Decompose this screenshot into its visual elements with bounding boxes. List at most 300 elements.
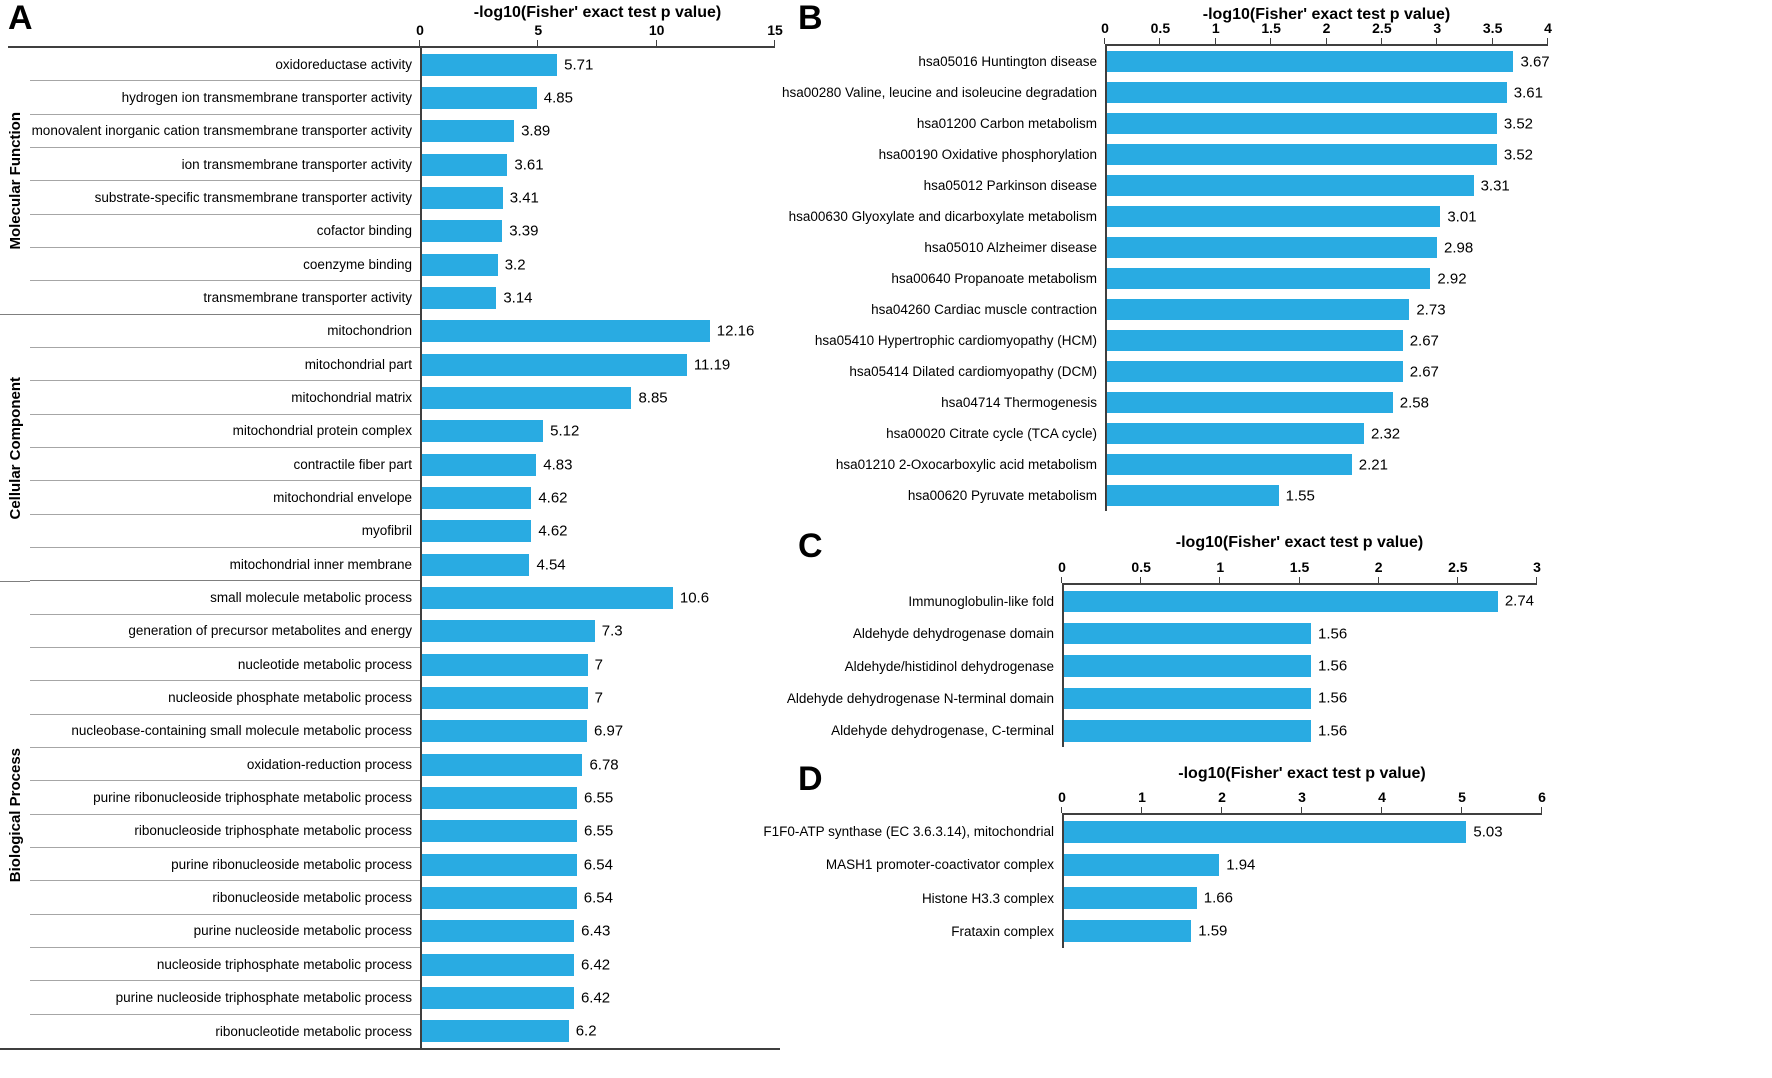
bar-zone (1105, 294, 1772, 325)
category-label (30, 515, 420, 548)
category-label-text: MASH1 promoter-coactivator complex (825, 857, 1054, 873)
x-tick-mark (1219, 577, 1220, 583)
x-tick-label: 2 (1374, 559, 1383, 575)
bar-plot-area (422, 148, 777, 181)
x-tick-label: 2 (1218, 789, 1226, 805)
bar-row (30, 81, 780, 114)
value-label: 3.31 (1480, 177, 1510, 194)
value-label: 1.59 (1198, 922, 1228, 940)
value-label: 2.67 (1409, 332, 1439, 349)
category-label (30, 248, 420, 281)
bar (422, 87, 537, 109)
category-label (763, 815, 1062, 848)
category-label (30, 181, 420, 214)
bar-zone (1105, 263, 1772, 294)
x-tick-mark (1159, 38, 1160, 44)
x-tick-mark (1381, 807, 1382, 813)
bar (1064, 688, 1311, 709)
bar (1107, 113, 1497, 133)
x-tick-label: 15 (767, 22, 783, 38)
x-tick-mark (1301, 807, 1302, 813)
bar-zone (1062, 815, 1772, 848)
category-label (30, 815, 420, 848)
x-tick-mark (537, 40, 538, 46)
category-label-text: Frataxin complex (951, 923, 1054, 939)
value-label: 3.61 (514, 156, 544, 174)
x-tick-label: 0 (416, 22, 424, 38)
bar-rows (782, 46, 1772, 511)
bar-plot-area (1107, 139, 1550, 170)
x-tick-mark (1270, 38, 1271, 44)
bar-zone (1105, 170, 1772, 201)
value-label: 8.85 (638, 389, 668, 407)
category-label (30, 1015, 420, 1048)
chart-title: -log10(Fisher' exact test p value) (1178, 765, 1426, 782)
category-label (786, 682, 1062, 714)
bar (1064, 623, 1311, 644)
x-tick-label: 5 (1458, 789, 1466, 805)
bar (1064, 920, 1191, 942)
value-label: 6.54 (583, 856, 613, 874)
value-label: 3.52 (1503, 115, 1534, 132)
bar-plot-area (1107, 201, 1550, 232)
bar-rows (763, 815, 1772, 948)
bar (422, 820, 577, 842)
x-tick-label: 1 (1216, 559, 1225, 575)
bar-row (30, 348, 780, 381)
bar (1107, 299, 1409, 319)
bar (422, 120, 514, 142)
category-label-text: transmembrane transporter activity (203, 289, 412, 305)
bar-row (790, 387, 1772, 418)
value-label: 10.6 (679, 589, 710, 607)
x-tick-label: 0 (1058, 559, 1066, 575)
category-label-text: mitochondrial part (304, 356, 412, 372)
bar-plot-area (1064, 682, 1539, 714)
category-label (790, 387, 1105, 418)
category-label (790, 449, 1105, 480)
bar-row (790, 848, 1772, 881)
bar-plot-area (1107, 480, 1550, 511)
bar-zone (420, 48, 780, 81)
bar (422, 920, 574, 942)
value-label: 1.56 (1317, 625, 1348, 643)
bar-row (790, 139, 1772, 170)
bar-row (790, 263, 1772, 294)
x-tick-label: 2.5 (1448, 559, 1468, 575)
bar (422, 1020, 569, 1042)
category-label (30, 781, 420, 814)
category-label (30, 381, 420, 414)
bar-plot-area (422, 915, 777, 948)
group-label-text: Molecular Function (6, 112, 24, 250)
bar-plot-area (1107, 387, 1550, 418)
bar (1107, 175, 1474, 195)
category-label-text: ion transmembrane transporter activity (181, 156, 412, 172)
bar-row (790, 325, 1772, 356)
category-label (790, 325, 1105, 356)
category-label (790, 232, 1105, 263)
x-tick-mark (1547, 38, 1548, 44)
bar (422, 587, 673, 609)
bar-zone (420, 581, 780, 614)
bar-plot-area (422, 48, 777, 81)
bar (1107, 392, 1393, 412)
x-tick-label: 1.5 (1289, 559, 1310, 575)
bar-row (763, 815, 1772, 848)
bar-plot-area (1064, 585, 1539, 617)
bar-zone (1062, 882, 1772, 915)
category-label (30, 581, 420, 614)
bar-plot-area (1064, 617, 1539, 649)
value-label: 4.62 (538, 522, 568, 540)
bar-zone (1105, 46, 1772, 77)
bar-row (30, 415, 780, 448)
category-label (30, 915, 420, 948)
chart-header (790, 755, 1772, 815)
category-label (790, 294, 1105, 325)
bar (1064, 821, 1466, 843)
axis-group-label (0, 582, 30, 1048)
category-label-text: generation of precursor metabolites and energy (128, 623, 412, 639)
bar-plot-area (1064, 848, 1544, 881)
bar-row (30, 548, 780, 581)
category-label-text: hsa05012 Parkinson disease (923, 178, 1097, 193)
x-tick-mark (1141, 807, 1142, 813)
category-label-text: hsa04260 Cardiac muscle contraction (871, 302, 1097, 317)
bar-plot-area (422, 281, 777, 314)
bar-row (30, 248, 780, 281)
value-label: 3.61 (1513, 84, 1543, 101)
bar-plot-area (1107, 170, 1550, 201)
x-tick-mark (1536, 577, 1537, 583)
chart-title: -log10(Fisher' exact test p value) (1175, 534, 1424, 551)
x-tick-mark (1140, 577, 1141, 583)
bar-plot-area (1064, 650, 1539, 682)
bar-row (782, 77, 1772, 108)
value-label: 7 (594, 689, 603, 707)
chart-body (0, 48, 780, 1050)
bar-row (790, 480, 1772, 511)
value-label: 1.56 (1317, 689, 1348, 707)
bar-plot-area (422, 548, 777, 581)
x-tick-label: 2.5 (1372, 20, 1392, 36)
bar-zone (1105, 77, 1772, 108)
category-label (790, 480, 1105, 511)
x-tick-mark (1061, 807, 1062, 813)
category-label-text: hydrogen ion transmembrane transporter activity (121, 89, 412, 105)
category-label-text: nucleobase-containing small molecule metabolic process (71, 723, 412, 739)
x-axis (416, 22, 783, 48)
bar-zone (420, 215, 780, 248)
bar-row (790, 650, 1772, 682)
bar (422, 220, 502, 242)
bar-plot-area (422, 815, 777, 848)
category-label-text: Aldehyde dehydrogenase N-terminal domain (786, 690, 1054, 706)
bar-zone (1105, 201, 1772, 232)
bar-zone (420, 981, 780, 1014)
bar-plot-area (422, 1015, 777, 1048)
bar-row (30, 815, 780, 848)
category-label-text: hsa01200 Carbon metabolism (916, 116, 1097, 131)
bar-row (790, 356, 1772, 387)
category-label-text: nucleoside phosphate metabolic process (168, 689, 412, 705)
protein-domain-chart (786, 520, 1772, 755)
category-label (790, 356, 1105, 387)
bar-row (790, 449, 1772, 480)
bar-plot-area (422, 781, 777, 814)
category-label-text: hsa00190 Oxidative phosphorylation (878, 147, 1097, 162)
bar (1064, 591, 1498, 612)
bar (422, 754, 582, 776)
bar-zone (1105, 387, 1772, 418)
chart-body (786, 585, 1772, 747)
x-tick-label: 3 (1433, 20, 1442, 36)
value-label: 2.32 (1370, 425, 1401, 442)
category-label (30, 281, 420, 314)
category-label-text: coenzyme binding (303, 256, 412, 272)
value-label: 1.56 (1317, 722, 1348, 740)
value-label: 5.71 (564, 56, 594, 74)
bar-zone (420, 881, 780, 914)
bar-zone (420, 115, 780, 148)
bar (1107, 485, 1279, 505)
panel-label-c: C (798, 527, 823, 565)
bar (1107, 454, 1352, 474)
value-label: 7.3 (601, 622, 623, 640)
bar (422, 887, 577, 909)
axis-group-label (0, 48, 30, 315)
category-label (30, 615, 420, 648)
bar-zone (420, 815, 780, 848)
bar (422, 254, 498, 276)
value-label: 3.2 (504, 256, 526, 274)
bar-zone (420, 648, 780, 681)
bar-row (790, 418, 1772, 449)
value-label: 2.73 (1416, 301, 1446, 318)
bar-row (790, 201, 1772, 232)
value-label: 6.54 (583, 889, 613, 907)
category-label (30, 148, 420, 181)
bar-plot-area (422, 415, 777, 448)
bar-plot-area (1064, 815, 1544, 848)
x-tick-label: 0 (1058, 789, 1066, 805)
bar-zone (1062, 715, 1772, 747)
bar-zone (420, 915, 780, 948)
category-label-text: F1F0-ATP synthase (EC 3.6.3.14), mitochondrial (763, 824, 1054, 840)
category-label-text: purine ribonucleoside metabolic process (171, 856, 412, 872)
bar (1064, 854, 1219, 876)
bar (1107, 51, 1513, 71)
bar-zone (420, 448, 780, 481)
x-tick-mark (419, 40, 420, 46)
chart-header (0, 0, 790, 48)
category-label-text: hsa05414 Dilated cardiomyopathy (DCM) (849, 364, 1097, 379)
bar-row (30, 315, 780, 348)
category-label-text: oxidoreductase activity (275, 56, 412, 72)
x-tick-label: 1.5 (1261, 20, 1281, 36)
chart-body (763, 815, 1772, 948)
value-label: 6.55 (584, 822, 614, 840)
category-label-text: Aldehyde/histidinol dehydrogenase (844, 658, 1054, 674)
x-tick-mark (1299, 577, 1300, 583)
bar-zone (1105, 232, 1772, 263)
bar (1107, 361, 1403, 381)
bar (422, 720, 587, 742)
x-tick-label: 1 (1138, 789, 1146, 805)
category-label-text: cofactor binding (316, 223, 412, 239)
bar (422, 354, 687, 376)
bar-plot-area (422, 81, 777, 114)
bar (422, 454, 536, 476)
category-label-text: hsa05010 Alzheimer disease (924, 240, 1097, 255)
category-label-text: ribonucleoside metabolic process (212, 889, 412, 905)
value-label: 7 (594, 656, 603, 674)
chart-body (782, 46, 1772, 511)
value-label: 2.98 (1444, 239, 1474, 256)
category-label-text: hsa00640 Propanoate metabolism (891, 271, 1097, 286)
bar-row (30, 915, 780, 948)
bar-row (30, 981, 780, 1014)
bar-row (30, 181, 780, 214)
x-tick-mark (1378, 577, 1379, 583)
value-label: 11.19 (693, 356, 731, 374)
bar-zone (420, 681, 780, 714)
panel-label-a: A (8, 0, 33, 37)
category-label (30, 848, 420, 881)
bar-plot-area (1107, 108, 1550, 139)
bar-plot-area (1107, 325, 1550, 356)
bar-row (790, 915, 1772, 948)
value-label: 1.56 (1317, 657, 1348, 675)
bar (422, 320, 710, 342)
bar-plot-area (422, 215, 777, 248)
value-label: 6.97 (593, 722, 624, 740)
bar-zone (1062, 585, 1772, 617)
bar-plot-area (1107, 77, 1550, 108)
category-label (30, 215, 420, 248)
bar-zone (1062, 682, 1772, 714)
bar (422, 187, 503, 209)
bar-row (30, 515, 780, 548)
bar-plot-area (1107, 232, 1550, 263)
panel-d (763, 755, 1772, 1078)
value-label: 6.55 (584, 789, 614, 807)
bar-zone (420, 248, 780, 281)
bar (422, 654, 588, 676)
value-label: 4.85 (543, 89, 573, 107)
right-column (763, 0, 1772, 1078)
bar-zone (420, 948, 780, 981)
value-label: 3.41 (509, 189, 539, 207)
bar (1107, 206, 1440, 226)
bar-row (790, 294, 1772, 325)
value-label: 3.52 (1503, 146, 1534, 163)
category-label-text: purine ribonucleoside triphosphate metabolic process (93, 789, 412, 805)
panel-b (782, 0, 1772, 520)
bar-zone (420, 81, 780, 114)
value-label: 3.01 (1447, 208, 1477, 225)
category-label-text: mitochondrial protein complex (232, 423, 412, 439)
chart-header (790, 520, 1772, 585)
value-label: 6.42 (580, 989, 611, 1007)
bar-plot-area (422, 881, 777, 914)
category-label (30, 448, 420, 481)
bar-plot-area (422, 615, 777, 648)
category-label-text: hsa04714 Thermogenesis (941, 395, 1097, 410)
x-tick-mark (1215, 38, 1216, 44)
protein-complex-chart (763, 755, 1772, 1078)
bar (422, 620, 595, 642)
category-label (30, 648, 420, 681)
bar-plot-area (422, 948, 777, 981)
value-label: 4.54 (536, 556, 566, 574)
x-tick-mark (656, 40, 657, 46)
x-tick-mark (1381, 38, 1382, 44)
bar-plot-area (1107, 294, 1550, 325)
value-label: 2.74 (1504, 592, 1535, 610)
bar-plot-area (1107, 263, 1550, 294)
bar-row (30, 681, 780, 714)
bar-zone (420, 1015, 780, 1048)
value-label: 6.42 (580, 956, 611, 974)
category-label-text: mitochondrial inner membrane (229, 556, 412, 572)
x-tick-mark (1457, 577, 1458, 583)
bar-plot-area (422, 381, 777, 414)
value-label: 1.66 (1203, 889, 1233, 907)
x-tick-label: 0.5 (1131, 559, 1151, 575)
value-label: 3.67 (1520, 53, 1550, 70)
x-tick-label: 2 (1322, 20, 1331, 36)
bar-row (30, 581, 780, 614)
bar-zone (1062, 915, 1772, 948)
category-label (30, 81, 420, 114)
bar-zone (420, 181, 780, 214)
category-label (790, 108, 1105, 139)
bar-row (30, 848, 780, 881)
bar-plot-area (422, 448, 777, 481)
bar-plot-area (422, 981, 777, 1014)
category-label-text: Aldehyde dehydrogenase, C-terminal (831, 723, 1054, 739)
category-label-text: nucleotide metabolic process (237, 656, 412, 672)
bar-plot-area (422, 715, 777, 748)
category-label (30, 981, 420, 1014)
category-label (790, 650, 1062, 682)
bar-row (30, 481, 780, 514)
x-tick-label: 3 (1298, 789, 1306, 805)
category-label (30, 48, 420, 81)
bar-plot-area (422, 481, 777, 514)
x-axis (1058, 789, 1546, 815)
bar-plot-area (422, 581, 777, 614)
bar (422, 387, 631, 409)
bar (1107, 268, 1430, 288)
axis-group-label (0, 315, 30, 582)
bar-plot-area (422, 848, 777, 881)
panel-a (0, 0, 790, 1078)
category-label (30, 748, 420, 781)
bar-zone (1105, 449, 1772, 480)
bar-plot-area (422, 181, 777, 214)
category-label-text: purine nucleoside triphosphate metabolic process (115, 989, 412, 1005)
bar-plot-area (1107, 418, 1550, 449)
x-tick-mark (774, 40, 775, 46)
bar-row (790, 170, 1772, 201)
bar (422, 487, 531, 509)
x-tick-mark (1461, 807, 1462, 813)
category-label-text: mitochondrial envelope (273, 489, 412, 505)
bar (422, 287, 496, 309)
